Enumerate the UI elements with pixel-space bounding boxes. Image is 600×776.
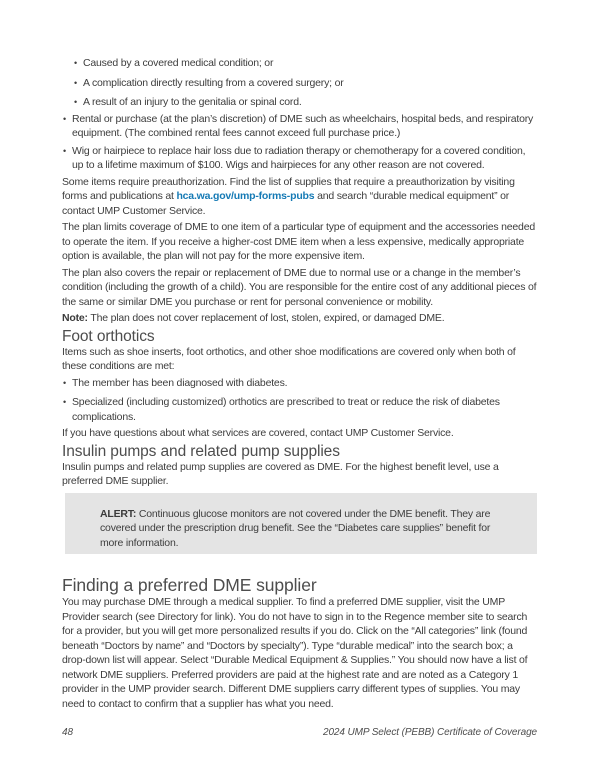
list-item-text: A result of an injury to the genitalia or spinal cord.	[83, 96, 302, 108]
note-text: The plan does not cover replacement of lost, stolen, expired, or damaged DME.	[87, 312, 445, 324]
bullet-icon: •	[63, 145, 66, 156]
finding-dme-supplier-paragraph: You may purchase DME through a medical supplier. To find a preferred DME supplier, visit the UMP Provider search (see Directory for link). You do not have to sign in to the Regence member site to search for a provider, but you will get more personalized results if you do. Click on the “All categories” link (found beneath “Doctors by name” and “Doctors by specialty”). Type “durable medical” into the search box; a drop-down list will appear. Select “Durable Medical Equipment & Supplies.” You should now have a list of network DME suppliers. Preferred providers are paid at the highest rate and are noted as a Category 1 provider in the UMP provider search. Different DME suppliers carry different types of supplies. You may need to contact to confirm that a supplier has what you need.	[62, 596, 528, 710]
list-item	[62, 395, 537, 424]
list-item	[73, 76, 537, 91]
hair-prosthesis-condition-list	[62, 56, 537, 110]
list-item-text: Caused by a covered medical condition; or	[83, 57, 274, 69]
page-number: 48	[62, 727, 73, 738]
footer-doc-title: 2024 UMP Select (PEBB) Certificate of Coverage	[322, 727, 537, 738]
alert-callout-box	[65, 493, 537, 555]
bullet-icon: •	[63, 113, 66, 124]
alert-paragraph	[100, 507, 507, 551]
list-item-text: A complication directly resulting from a covered surgery; or	[83, 76, 344, 89]
finding-dme-supplier-heading: Finding a preferred DME supplier	[62, 575, 317, 595]
note-label: Note:	[62, 312, 88, 324]
page-footer	[62, 726, 537, 741]
dme-covered-items-list	[62, 112, 537, 173]
bullet-icon: •	[63, 397, 66, 407]
paragraph-text: Some items require preauthorization. Find the list of supplies that require a preauthorization by visiting forms and publications at	[62, 175, 515, 202]
bullet-icon: •	[63, 377, 66, 388]
list-item	[62, 376, 537, 391]
list-item-text: Specialized (including customized) orthotics are prescribed to treat or reduce the risk of diabetes complications.	[72, 396, 500, 423]
foot-orthotics-conditions-list	[62, 376, 537, 425]
insulin-pumps-paragraph: Insulin pumps and related pump supplies are covered as DME. For the highest benefit level, use a preferred DME supplier.	[62, 460, 499, 487]
repair-replacement-paragraph: The plan also covers the repair or replacement of DME due to normal use or a change in the member’s condition (including the growth of a child). You are responsible for the entire cost of any additional pieces of the same or similar DME you purchase or rent for personal convenience or mobility.	[62, 266, 537, 308]
list-item-text: The member has been diagnosed with diabetes.	[72, 376, 288, 389]
list-item-text: Wig or hairpiece to replace hair loss due to radiation therapy or chemotherapy for a covered condition, up to a lifetime maximum of $100. Wigs and hairpieces for any other reason are not covered.	[72, 144, 526, 171]
foot-orthotics-heading: Foot orthotics	[62, 327, 155, 345]
note-paragraph	[62, 311, 537, 326]
list-item	[73, 56, 537, 71]
foot-orthotics-outro: If you have questions about what services are covered, contact UMP Customer Service.	[62, 427, 454, 439]
bullet-icon: •	[74, 97, 77, 107]
list-item-text: Rental or purchase (at the plan’s discretion) of DME such as wheelchairs, hospital beds, and respiratory equipment. (The combined rental fees cannot exceed full purchase price.)	[72, 112, 534, 139]
alert-label: ALERT:	[100, 507, 137, 520]
list-item	[62, 144, 537, 173]
ump-forms-pubs-link[interactable]: hca.wa.gov/ump-forms-pubs	[176, 190, 315, 202]
insulin-pumps-heading: Insulin pumps and related pump supplies	[62, 442, 340, 460]
coverage-limits-paragraph: The plan limits coverage of DME to one item of a particular type of equipment and the accessories needed to operate the item. If you receive a higher-cost DME item when a less expensive, medically appropriate option is available, the plan will not pay for the more expensive item.	[62, 221, 535, 262]
preauthorization-paragraph	[62, 175, 537, 219]
foot-orthotics-intro: Items such as shoe inserts, foot orthotics, and other shoe modifications are covered only when both of these conditions are met:	[62, 345, 516, 372]
list-item	[73, 95, 537, 110]
list-item	[62, 112, 537, 141]
bullet-icon: •	[74, 58, 77, 68]
paragraph-text: and search “durable medical equipment” or contact UMP Customer Service.	[62, 190, 510, 217]
alert-text: Continuous glucose monitors are not covered under the DME benefit. They are covered under the prescription drug benefit. See the “Diabetes care supplies” benefit for more information.	[100, 507, 491, 549]
bullet-icon: •	[74, 77, 77, 88]
